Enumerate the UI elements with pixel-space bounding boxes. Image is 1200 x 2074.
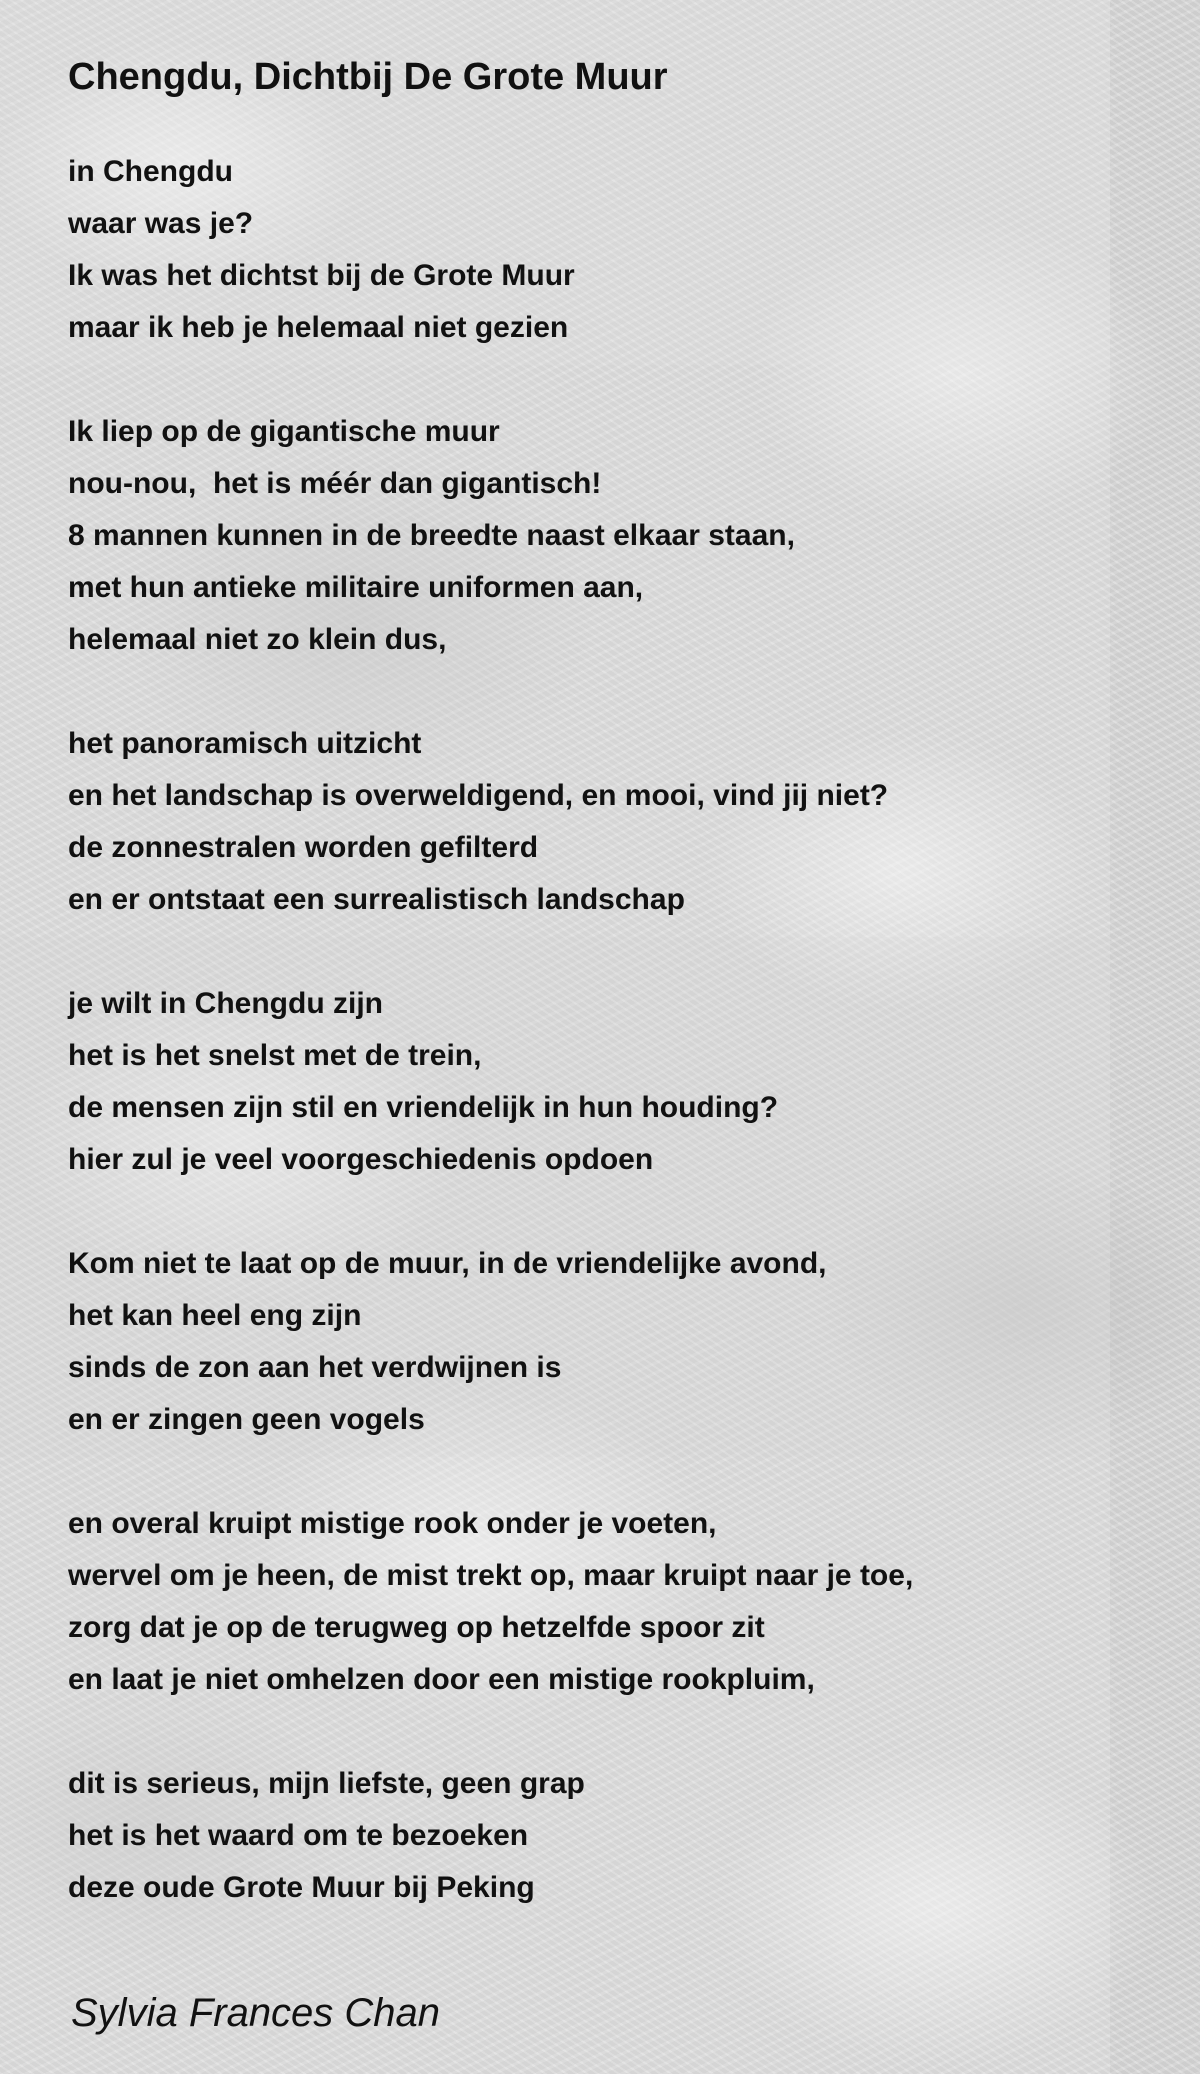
poem-line: dit is serieus, mijn liefste, geen grap — [68, 1767, 585, 1800]
stanza — [68, 1758, 1128, 1914]
poem-line: het is het waard om te bezoeken — [68, 1819, 529, 1852]
poem-line: de zonnestralen worden gefilterd — [68, 831, 539, 864]
poem-line: 8 mannen kunnen in de breedte naast elkaar staan, — [68, 519, 795, 552]
stanza — [68, 978, 1128, 1186]
poem-line: en overal kruipt mistige rook onder je voeten, — [68, 1507, 717, 1540]
poem-line: maar ik heb je helemaal niet gezien — [68, 311, 569, 344]
poem-line: het is het snelst met de trein, — [68, 1039, 482, 1072]
poem-line: het panoramisch uitzicht — [68, 727, 422, 760]
poem-line: waar was je? — [68, 207, 254, 240]
poem-line: en laat je niet omhelzen door een mistige rookpluim, — [68, 1663, 815, 1696]
poem-line: Ik was het dichtst bij de Grote Muur — [68, 259, 575, 292]
poem-title: Chengdu, Dichtbij De Grote Muur — [68, 56, 668, 98]
poem-line: en er ontstaat een surrealistisch landschap — [68, 883, 685, 916]
stanza — [68, 1238, 1128, 1446]
poem-body — [68, 146, 1128, 1914]
poem-line: met hun antieke militaire uniformen aan, — [68, 571, 644, 604]
stanza — [68, 406, 1128, 666]
poem-line: sinds de zon aan het verdwijnen is — [68, 1351, 562, 1384]
poem-line: hier zul je veel voorgeschiedenis opdoen — [68, 1143, 654, 1176]
poem-line: en het landschap is overweldigend, en mooi, vind jij niet? — [68, 779, 889, 812]
poem-line: wervel om je heen, de mist trekt op, maar kruipt naar je toe, — [68, 1559, 914, 1592]
poem-line: je wilt in Chengdu zijn — [68, 987, 383, 1020]
stanza — [68, 718, 1128, 926]
poem-line: en er zingen geen vogels — [68, 1403, 425, 1436]
poem-line: zorg dat je op de terugweg op hetzelfde spoor zit — [68, 1611, 765, 1644]
poem-line: helemaal niet zo klein dus, — [68, 623, 447, 656]
poem-author: Sylvia Frances Chan — [71, 1991, 441, 2035]
poem-line: het kan heel eng zijn — [68, 1299, 362, 1332]
poem-line: Kom niet te laat op de muur, in de vriendelijke avond, — [68, 1247, 827, 1280]
poem-container — [68, 52, 1128, 2038]
stanza — [68, 146, 1128, 354]
stanza — [68, 1498, 1128, 1706]
poem-line: Ik liep op de gigantische muur — [68, 415, 500, 448]
poem-line: in Chengdu — [68, 155, 233, 188]
poem-line: de mensen zijn stil en vriendelijk in hun houding? — [68, 1091, 779, 1124]
poem-line: nou-nou, het is méér dan gigantisch! — [68, 467, 602, 500]
poem-line: deze oude Grote Muur bij Peking — [68, 1871, 535, 1904]
